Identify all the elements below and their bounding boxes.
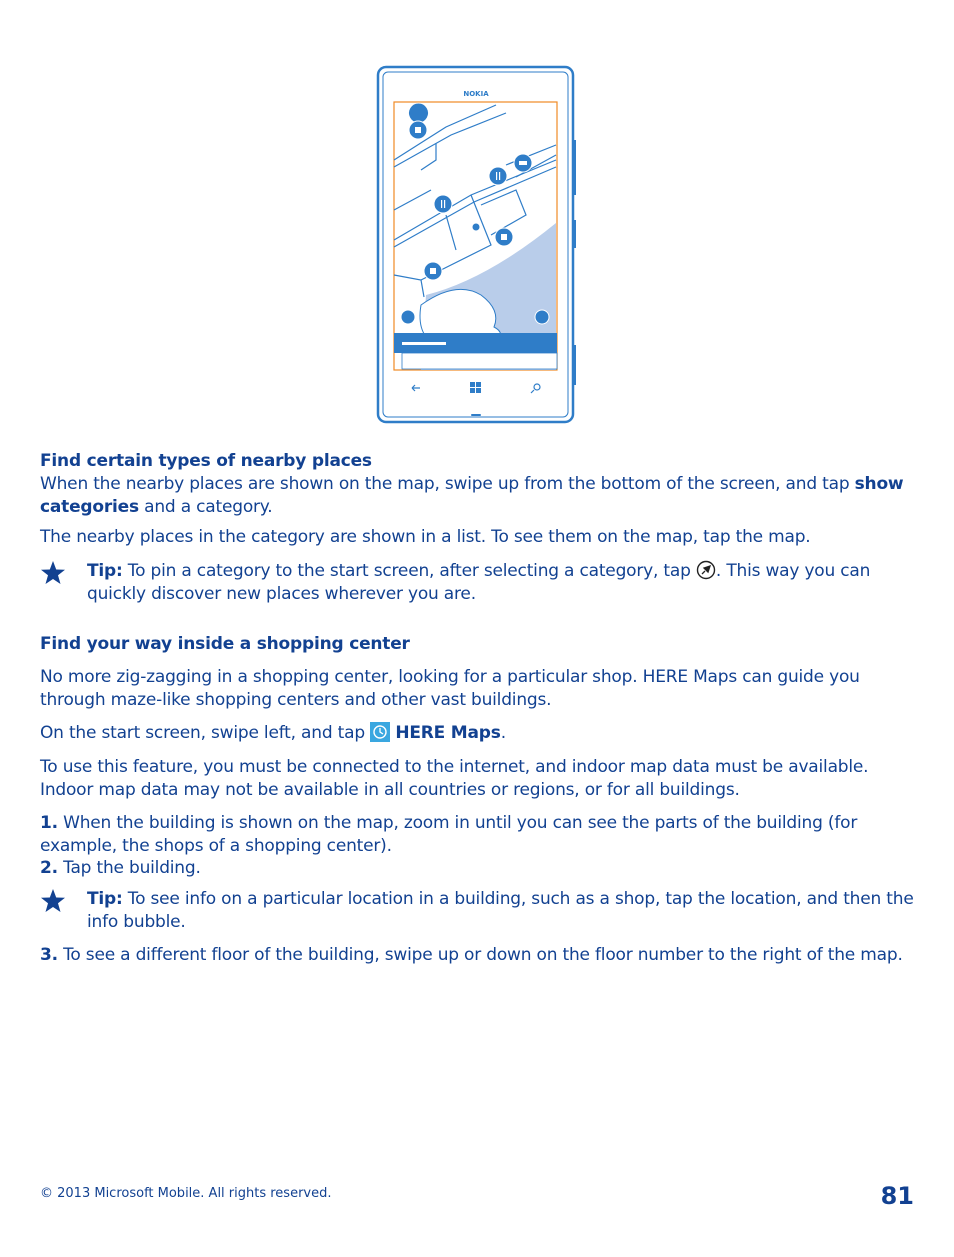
phone-brand: NOKIA [463,90,489,98]
paragraph-requirements: To use this feature, you must be connected to the internet, and indoor map data must be available. Indoor map data may not be available in all countries or regions, or for all buildings. [40,757,869,800]
tip-label: Tip: [87,889,123,909]
tip-text [87,888,920,933]
step-number-2: 2. [40,858,58,878]
paragraph-show-categories [40,473,920,518]
section-heading-shopping-center: Find your way inside a shopping center [40,634,410,654]
paragraph-intro: No more zig-zagging in a shopping center, looking for a particular shop. HERE Maps can guide you through maze-like shopping centers and other vast buildings. [40,667,860,710]
tip-pin-category [40,560,920,605]
text-span: . This way you can quickly discover new places wherever you are. [87,561,871,604]
here-maps-app-icon [370,722,390,742]
app-name-here-maps: HERE Maps [395,723,501,743]
star-icon [40,560,66,586]
tip-label: Tip: [87,561,123,581]
text-span: When the nearby places are shown on the map, swipe up from the bottom of the screen, and tap [40,474,855,494]
text-span: To see info on a particular location in a building, such as a shop, tap the location, and then the info bubble. [87,889,914,932]
page-number: 81 [880,1182,914,1210]
tip-text [87,560,920,605]
text-span: On the start screen, swipe left, and tap [40,723,371,743]
text-span: and a category. [138,496,273,517]
step-text-2: Tap the building. [57,858,201,878]
section-heading-nearby-places: Find certain types of nearby places [40,451,372,471]
bold-term-show-categories: show categories [40,474,904,517]
step-number-1: 1. [40,813,58,833]
step-text-1: When the building is shown on the map, zoom in until you can see the parts of the building (for example, the shops of a shopping center). [40,813,858,856]
step-text-3: To see a different floor of the building, swipe up or down on the floor number to the right of the map. [57,945,903,965]
text-span: . [500,723,506,743]
star-icon [40,888,66,914]
steps-1-2 [40,812,920,880]
step-3 [40,944,920,967]
copyright-footer: © 2013 Microsoft Mobile. All rights reserved. [40,1186,332,1201]
step-number-3: 3. [40,945,58,965]
pin-icon [696,560,716,580]
paragraph-category-list: The nearby places in the category are shown in a list. To see them on the map, tap the map. [40,527,811,547]
paragraph-open-here-maps [40,722,920,745]
phone-illustration [376,65,576,425]
tip-info-bubble [40,888,920,933]
text-span: To pin a category to the start screen, after selecting a category, tap [122,561,696,581]
